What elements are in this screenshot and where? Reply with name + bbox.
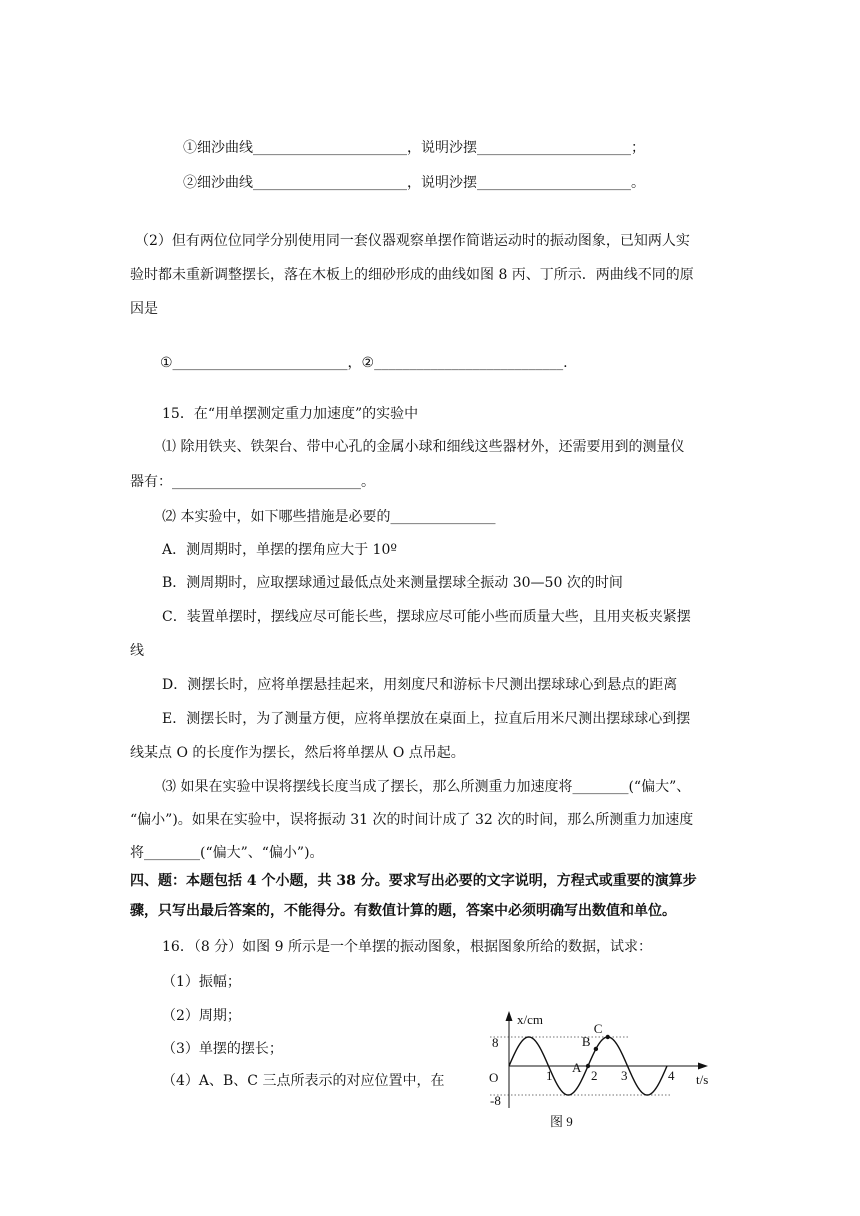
point-c-label: C bbox=[593, 1021, 603, 1036]
section-4-heading-line-2: 骤，只写出最后答案的，不能得分。有数值计算的题，答案中必须明确写出数值和单位。 bbox=[130, 903, 676, 919]
figure-9-vibration-graph bbox=[470, 1000, 720, 1135]
point-b-marker bbox=[594, 1047, 598, 1051]
origin-label: O bbox=[489, 1070, 499, 1085]
q15-option-e-line-2: 线某点 O 的长度作为摆长，然后将单摆从 O 点吊起。 bbox=[130, 745, 465, 761]
section-4-heading-line-1: 四、题：本题包括 4 个小题，共 38 分。要求写出必要的文字说明，方程式或重要的演算步 bbox=[130, 873, 697, 889]
y-tick-8: 8 bbox=[492, 1035, 499, 1050]
y-tick-neg-8: -8 bbox=[490, 1093, 501, 1108]
q15-part3-line-2: “偏小”)。如果在实验中，误将振动 31 次的时间计成了 32 次的时间，那么所测重力加速度 bbox=[130, 812, 694, 828]
q15-option-a: A．测周期时，单摆的摆角应大于 10º bbox=[162, 542, 397, 558]
q13-line-1: ①细沙曲线______________________，说明沙摆______________________； bbox=[183, 140, 645, 156]
q15-part1-line-1: ⑴ 除用铁夹、铁架台、带中心孔的金属小球和细线这些器材外，还需要用到的测量仪 bbox=[162, 439, 685, 455]
q15-part3-line-3: 将________(“偏大”、“偏小”)。 bbox=[130, 845, 324, 861]
y-axis-label: x/cm bbox=[517, 1012, 543, 1027]
q13-line-2: ②细沙曲线______________________，说明沙摆______________________。 bbox=[183, 175, 645, 191]
point-c-marker bbox=[606, 1035, 610, 1039]
q16-item-1: （1）振幅； bbox=[162, 974, 241, 990]
q15-part2: ⑵ 本实验中，如下哪些措施是必要的_______________ bbox=[162, 509, 496, 525]
q15-part1-line-2: 器有：___________________________。 bbox=[130, 474, 375, 490]
q16-item-3: （3）单摆的摆长； bbox=[162, 1041, 283, 1057]
q14-paragraph-line-3: 因是 bbox=[130, 301, 158, 317]
q15-option-d: D．测摆长时，应将单摆悬挂起来，用刻度尺和游标卡尺测出摆球球心到悬点的距离 bbox=[162, 677, 678, 693]
q16-item-2: （2）周期； bbox=[162, 1008, 241, 1024]
x-tick-3: 3 bbox=[621, 1068, 628, 1083]
q15-part3-line-1: ⑶ 如果在实验中误将摆线长度当成了摆长，那么所测重力加速度将________(“偏大”、 bbox=[162, 779, 691, 795]
q15-option-c-line-2: 线 bbox=[130, 643, 144, 659]
x-tick-1: 1 bbox=[546, 1068, 553, 1083]
x-axis-arrow-icon bbox=[698, 1063, 708, 1070]
x-tick-4: 4 bbox=[668, 1068, 675, 1083]
point-a-marker bbox=[586, 1064, 590, 1068]
figure-caption: 图 9 bbox=[550, 1114, 573, 1129]
q15-title: 15．在“用单摆测定重力加速度”的实验中 bbox=[162, 406, 419, 422]
q16-item-4: （4）A、B、C 三点所表示的对应位置中，在 bbox=[162, 1073, 445, 1089]
q15-option-e-line-1: E．测摆长时，为了测量方便，应将单摆放在桌面上，拉直后用米尺测出摆球球心到摆 bbox=[162, 711, 691, 727]
q14-answer-blanks: ①_________________________，②___________________________. bbox=[160, 355, 568, 371]
point-a-label: A bbox=[572, 1060, 582, 1075]
x-tick-2: 2 bbox=[591, 1068, 598, 1083]
x-axis-label: t/s bbox=[696, 1072, 709, 1087]
q16-title: 16．（8 分）如图 9 所示是一个单摆的振动图象，根据图象所给的数据，试求： bbox=[162, 939, 652, 955]
q14-paragraph-line-2: 验时都未重新调整摆长，落在木板上的细砂形成的曲线如图 8 丙、丁所示．两曲线不同的原 bbox=[130, 267, 694, 283]
y-axis-arrow-icon bbox=[506, 1011, 513, 1021]
q15-option-b: B．测周期时，应取摆球通过最低点处来测量摆球全振动 30—50 次的时间 bbox=[162, 575, 623, 591]
point-b-label: B bbox=[581, 1033, 591, 1049]
q15-option-c-line-1: C．装置单摆时，摆线应尽可能长些，摆球应尽可能小些而质量大些，且用夹板夹紧摆 bbox=[162, 609, 691, 625]
q14-paragraph-line-1: （2）但有两位位同学分别使用同一套仪器观察单摆作简谐运动时的振动图象，已知两人实 bbox=[135, 233, 690, 249]
